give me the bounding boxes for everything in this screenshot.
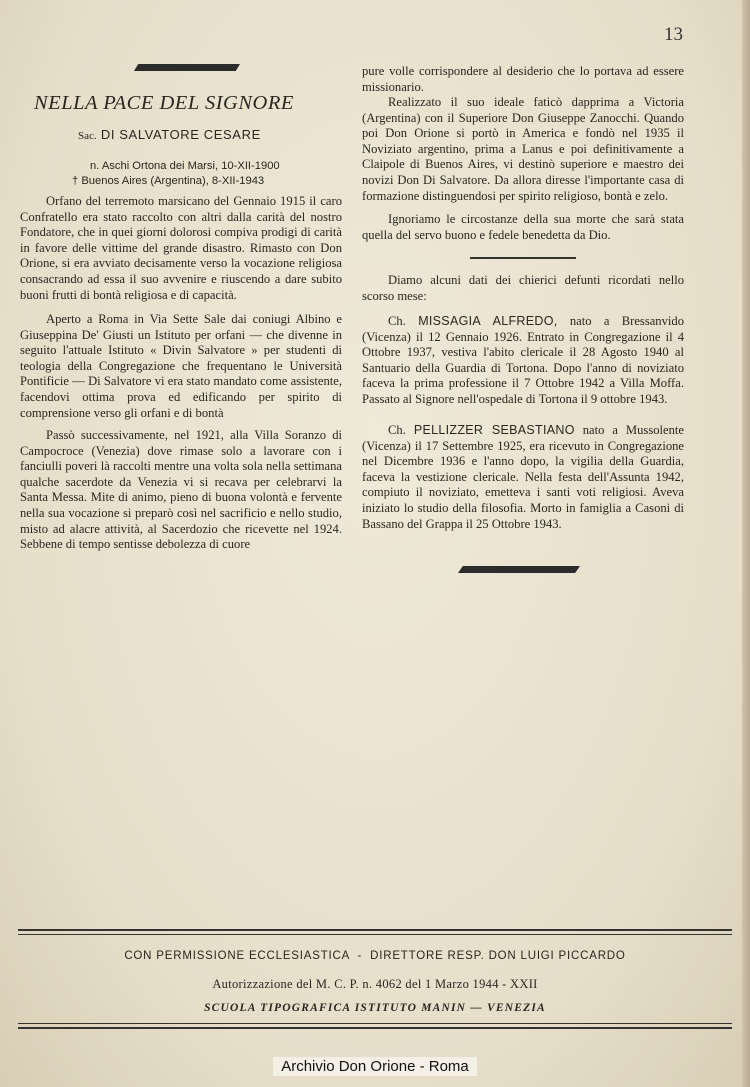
archive-label: Archivio Don Orione - Roma — [273, 1057, 477, 1076]
clerics-intro: Diamo alcuni dati dei chierici defunti ricordati nello scorso mese: — [362, 273, 684, 303]
footer-permission-line — [18, 950, 732, 962]
cleric-name: MISSAGIA ALFREDO, — [418, 314, 558, 328]
article-paragraph: Orfano del terremoto marsicano del Gennaio 1915 il caro Confratello era stato raccolto con altri dalla carità del nostro Fondatore, che in quei giorni dolorosi compiva prodigi di carità in favore delle vittime del grande disastro. Rimasto con Don Orione, si era avviato decisamente verso la vocazione religiosa consacrando ad essa il suo avvenire e riuscendo a dare subito buoni frutti di bontà religiosa e di capacità. — [20, 194, 342, 302]
archive-watermark — [0, 1058, 750, 1075]
article-paragraph: Ignoriamo le circostanze della sua morte che sarà stata quella del servo buono e fedele benedetta da Dio. — [362, 212, 684, 242]
page-edge — [742, 0, 750, 1087]
cleric-entry — [362, 314, 684, 408]
footer-printer: SCUOLA TIPOGRAFICA ISTITUTO MANIN — VENEZIA — [204, 1002, 546, 1014]
author-name: DI SALVATORE CESARE — [100, 127, 261, 142]
cleric-name: PELLIZZER SEBASTIANO — [413, 423, 575, 437]
article-paragraph: Realizzato il suo ideale faticò dapprima a Victoria (Argentina) con il Superiore Don Giuseppe Zanocchi. Quando poi Don Orione si portò in America e fondò nel 1935 il Noviziato argentino, prima a Lanus e poi definitivamente a Claipole di Buenos Aires, vi destinò superiore e maestro dei novizi Don Di Salvatore. Da allora diresse l'importante casa di formazione distinguendosi per spirito religioso, bontà e zelo. — [362, 95, 684, 203]
footer-permission: CON PERMISSIONE ECCLESIASTICA — [124, 950, 350, 962]
author-line — [78, 127, 338, 142]
article-title: NELLA PACE DEL SIGNORE — [34, 92, 294, 114]
page-number: 13 — [664, 24, 683, 45]
section-divider — [470, 257, 576, 259]
cleric-text: nato a Bressanvido (Vicenza) il 12 Gennaio 1926. Entrato in Congregazione il 4 Ottobre 1937, vestiva l'abito clericale il 28 Agosto 1940 al Santuario della Guardia di Tortona. Dopo l'anno di noviziato faceva la prima professione il 7 Ottobre 1942 a Villa Moffa. Passato al Signore nell'ospedale di Tortona il 9 ottobre 1943. — [362, 314, 684, 406]
birth-date: n. Aschi Ortona dei Marsi, 10-XII-1900 — [90, 160, 280, 172]
title-ornament-rule — [134, 64, 240, 71]
footer-authorization: Autorizzazione del M. C. P. n. 4062 del 1 Marzo 1944 - XXII — [212, 977, 538, 991]
footer-bottom-rule-thick — [18, 1027, 732, 1029]
end-ornament-rule — [458, 566, 580, 573]
cleric-text: nato a Mussolente (Vicenza) il 17 Settembre 1925, era ricevuto in Congregazione nel Dicembre 1936 e l'anno dopo, la vigilia della Guardia, faceva la vestizione clericale. Nella festa dell'Assunta 1942, compiuto il noviziato, emetteva i santi voti religiosi. Aveva iniziato lo studio della filosofia. Morto in famiglia a Casoni di Bassano del Grappa il 25 Ottobre 1943. — [362, 423, 684, 531]
footer-bottom-rule — [18, 1023, 732, 1024]
article-paragraph: Passò successivamente, nel 1921, alla Villa Soranzo di Campocroce (Venezia) dove rimase solo a lavorare con i fanciulli poveri là raccolti mentre una volta sola nella settimana qualche sacerdote da Venezia vi si recava per celebrarvi la Santa Messa. Mite di animo, pieno di buona volontà e fervente nella sua vocazione si preparò così nel sacrificio e nello studio, misto ad alacre attività, al Sacerdozio che ricevette nel 1924. Sebbene di tempo sentisse debolezza di cuore — [20, 428, 342, 552]
footer-top-rule — [18, 929, 732, 931]
footer-top-rule-thin — [18, 934, 732, 935]
life-dates — [40, 159, 340, 189]
cleric-prefix: Ch. — [388, 314, 406, 328]
article-paragraph: pure volle corrispondere al desiderio che lo portava ad essere missionario. — [362, 64, 684, 94]
author-prefix: Sac. — [78, 130, 97, 142]
footer-director: DIRETTORE RESP. DON LUIGI PICCARDO — [370, 950, 626, 962]
cleric-prefix: Ch. — [388, 423, 406, 437]
cleric-entry — [362, 423, 684, 532]
article-paragraph: Aperto a Roma in Via Sette Sale dai coniugi Albino e Giuseppina De' Giusti un Istituto per orfani — che divenne in seguito l'attuale Istituto « Divin Salvatore » per studenti di teologia della Congregazione che frequentano le Università Pontificie — Di Salvatore vi era stato mandato come assistente, facendovi ottima prova ed edificando per spirito di comprensione verso gli orfani e di bontà — [20, 312, 342, 420]
footer-separator: - — [357, 950, 363, 962]
death-date: † Buenos Aires (Argentina), 8-XII-1943 — [72, 175, 265, 187]
